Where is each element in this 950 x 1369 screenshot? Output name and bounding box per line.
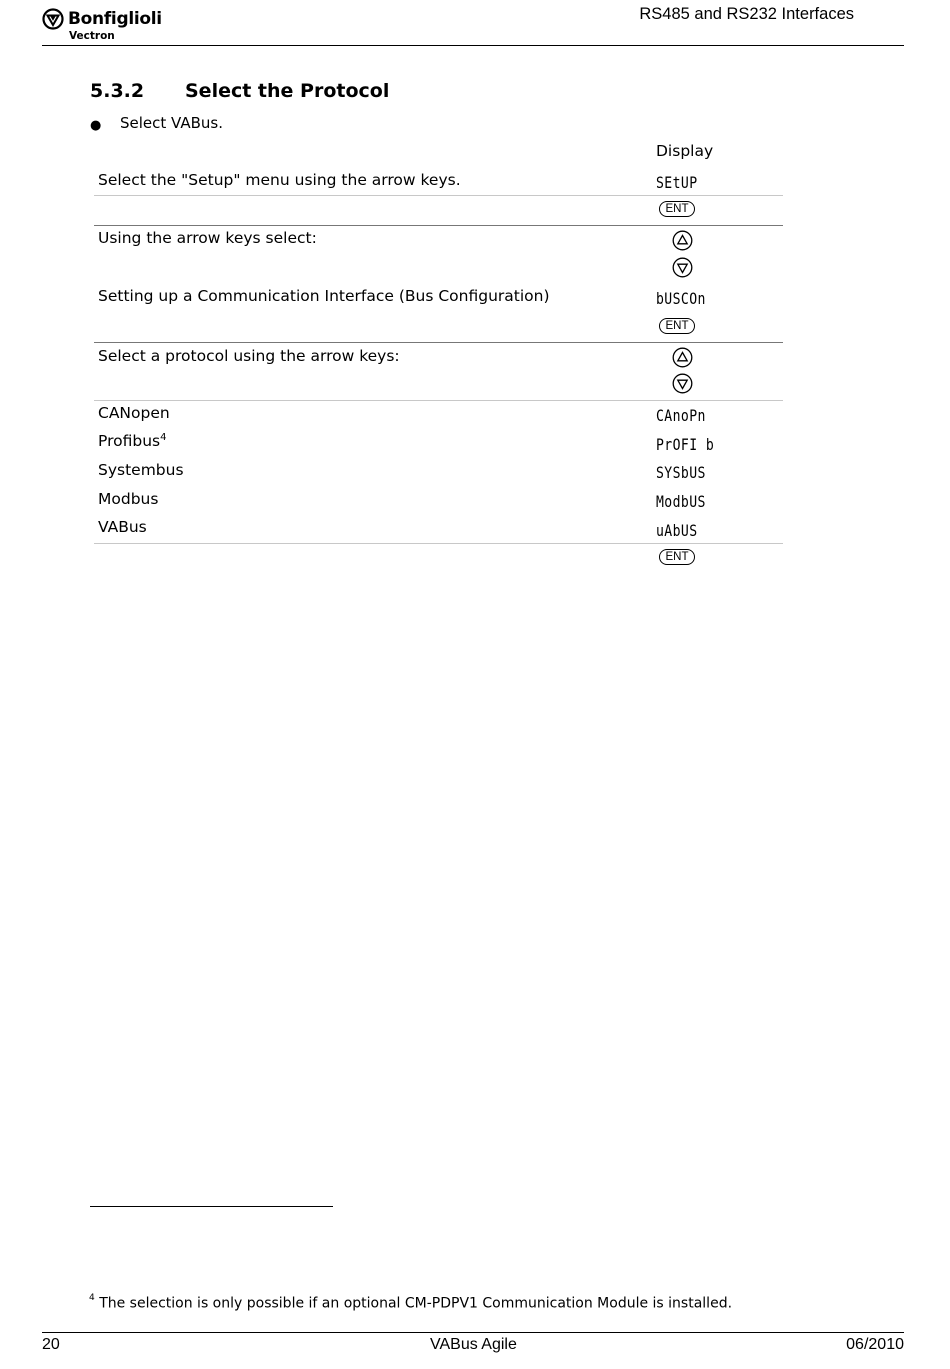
protocol-canopen: CANopen	[98, 404, 170, 422]
display-systembus: SYSbUS	[656, 463, 706, 482]
display-buscon: bUSCOn	[656, 289, 706, 308]
protocol-profibus-label: Profibus	[98, 432, 161, 451]
ent-key-icon: ENT	[659, 318, 695, 334]
ent-key-icon: ENT	[659, 549, 695, 565]
header-divider	[42, 45, 904, 46]
arrow-down-key-icon	[672, 373, 693, 394]
brand-logo	[42, 8, 192, 44]
footer-divider	[42, 1332, 904, 1333]
step-setup-text: Select the "Setup" menu using the arrow keys.	[98, 171, 461, 189]
protocol-vabus: VABus	[98, 518, 147, 536]
section-title: Select the Protocol	[185, 80, 390, 102]
step-protocol-select-text: Select a protocol using the arrow keys:	[98, 347, 400, 365]
row-divider	[94, 400, 783, 401]
header-title: RS485 and RS232 Interfaces	[639, 5, 854, 23]
brand-sub: Vectron	[69, 30, 115, 42]
display-canopen: CAnoPn	[656, 406, 706, 425]
display-profibus: PrOFI b	[656, 435, 715, 454]
bonfiglioli-logo-icon	[42, 8, 64, 30]
section-number: 5.3.2	[90, 80, 145, 102]
protocol-profibus	[98, 432, 166, 450]
protocol-modbus: Modbus	[98, 490, 159, 508]
display-setup: SEtUP	[656, 173, 698, 192]
row-divider	[94, 225, 783, 226]
arrow-up-key-icon	[672, 347, 693, 368]
row-divider	[94, 342, 783, 343]
footnote-divider	[90, 1206, 333, 1207]
step-bus-config-text: Setting up a Communication Interface (Bus Configuration)	[98, 287, 550, 305]
bullet-text: Select VABus.	[120, 114, 223, 132]
bullet-icon: ●	[90, 118, 102, 133]
ent-key-icon: ENT	[659, 201, 695, 217]
page-number: 20	[42, 1336, 60, 1353]
footnote-ref: 4	[160, 432, 167, 443]
protocol-systembus: Systembus	[98, 461, 184, 479]
footnote	[89, 1295, 732, 1312]
footnote-text: The selection is only possible if an optional CM-PDPV1 Communication Module is installed.	[99, 1295, 733, 1312]
row-divider	[94, 543, 783, 544]
step-arrow-select-text: Using the arrow keys select:	[98, 229, 317, 247]
brand-name: Bonfiglioli	[68, 9, 162, 29]
display-column-header: Display	[656, 142, 714, 160]
display-vabus: uAbUS	[656, 521, 698, 540]
arrow-up-key-icon	[672, 230, 693, 251]
row-divider	[94, 195, 783, 196]
display-modbus: ModbUS	[656, 492, 706, 511]
footer-document: VABus Agile	[430, 1336, 517, 1353]
footnote-marker: 4	[89, 1293, 95, 1303]
footer-date: 06/2010	[846, 1336, 904, 1353]
arrow-down-key-icon	[672, 257, 693, 278]
